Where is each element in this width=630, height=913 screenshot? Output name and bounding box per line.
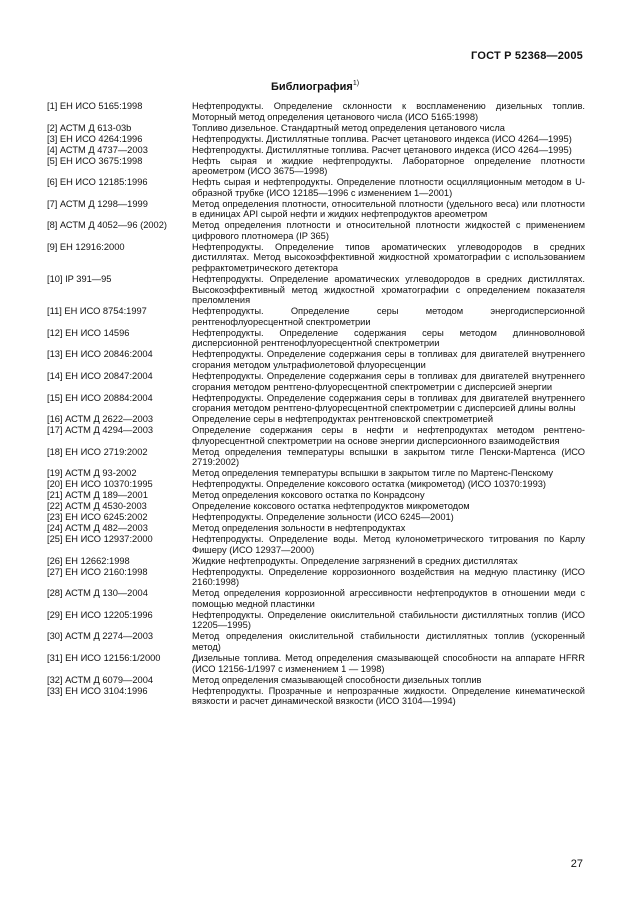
entry-description: Нефтепродукты. Определение серы методом энергодисперсионной рентгенофлуоресцентной спектрометрии [192, 306, 585, 327]
bibliography-entry [47, 556, 585, 567]
entry-description: Метод определения плотности и относительной плотности жидкостей с применением цифрового плотномера (IP 365) [192, 220, 585, 241]
entry-reference: [20] ЕН ИСО 10370:1995 [47, 479, 153, 490]
document-id-header: ГОСТ Р 52368—2005 [471, 50, 583, 62]
entry-reference: [26] ЕН 12662:1998 [47, 555, 130, 566]
entry-reference: [8] АСТМ Д 4052—96 (2002) [47, 220, 167, 231]
entry-reference: [12] ЕН ИСО 14596 [47, 327, 130, 338]
entry-description: Метод определения температуры вспышки в закрытом тигле по Мартенс-Пенскому [192, 468, 553, 479]
entry-description: Топливо дизельное. Стандартный метод определения цетанового числа [192, 122, 505, 133]
bibliography-entry [47, 490, 585, 501]
entry-description: Нефтепродукты. Прозрачные и непрозрачные жидкости. Определение кинематической вязкости и расчет динамической вязкости (ИСО 3104—1994) [192, 685, 585, 707]
entry-description: Метод определения температуры вспышки в закрытом тигле Пенски-Мартенса (ИСО 2719:2002) [192, 446, 585, 468]
bibliography-entry [47, 512, 585, 523]
page-number: 27 [570, 858, 583, 870]
entry-reference: [24] АСТМ Д 482—2003 [47, 523, 148, 534]
bibliography-entry [47, 523, 585, 534]
entry-description: Нефтепродукты. Определение зольности (ИСО 6245—2001) [192, 512, 454, 523]
entry-description: Дизельные топлива. Метод определения смазывающей способности на аппарате HFRR (ИСО 12156-1/1997 с изменением 1 — 1998) [192, 653, 585, 674]
entry-description: Метод определения зольности в нефтепродуктах [192, 523, 406, 534]
entry-description: Нефтепродукты. Определение ароматических углеводородов в средних дистиллятах. Высокоэффективный метод жидкостной хроматографии с определением показателя преломления [192, 274, 585, 306]
entry-reference: [32] АСТМ Д 6079—2004 [47, 674, 154, 685]
entry-description: Метод определения плотности, относительной плотности (удельного веса) или плотности в единицах API сырой нефти и жидких нефтепродуктов ареометром [192, 198, 585, 220]
bibliography-entry [47, 468, 585, 479]
entry-reference: [31] ЕН ИСО 12156:1/2000 [47, 653, 161, 663]
bibliography-entry [47, 675, 585, 686]
entry-description: Метод определения окислительной стабильности дистиллятных топлив (ускоренный метод) [192, 631, 585, 653]
entry-reference: [21] АСТМ Д 189—2001 [47, 490, 148, 501]
bibliography-entry [47, 328, 585, 349]
entry-reference: [6] ЕН ИСО 12185:1996 [47, 177, 148, 188]
bibliography-entry [47, 134, 585, 145]
entry-description: Определение серы в нефтепродуктах рентгеновской спектрометрией [192, 414, 494, 425]
entry-reference: [15] ЕН ИСО 20884:2004 [47, 392, 153, 403]
bibliography-entry [47, 123, 585, 134]
entry-reference: [16] АСТМ Д 2622—2003 [47, 414, 154, 425]
bibliography-entry [47, 371, 585, 392]
entry-reference: [1] ЕН ИСО 5165:1998 [47, 101, 143, 111]
bibliography-title-text: Библиография [270, 81, 353, 93]
entry-description: Нефтепродукты. Определение коррозионного воздействия на медную пластинку (ИСО 2160:1998) [192, 566, 585, 588]
entry-description: Нефтепродукты. Определение содержания серы в топливах для двигателей внутреннего сгорания методом ультрафиолетовой флуоресценции [192, 349, 585, 370]
entry-description: Нефтепродукты. Определение коксового остатка (микрометод) (ИСО 10370:1993) [192, 479, 547, 490]
bibliography-entry [47, 425, 585, 446]
entry-reference: [27] ЕН ИСО 2160:1998 [47, 566, 148, 577]
entry-reference: [28] АСТМ Д 130—2004 [47, 588, 148, 599]
entry-description: Определение коксового остатка нефтепродуктов микрометодом [192, 501, 470, 512]
bibliography-entry [47, 414, 585, 425]
entry-reference: [23] ЕН ИСО 6245:2002 [47, 512, 148, 523]
bibliography-entry [47, 274, 585, 306]
entry-reference: [18] ЕН ИСО 2719:2002 [47, 446, 148, 457]
entry-reference: [11] ЕН ИСО 8754:1997 [47, 306, 147, 317]
bibliography-entry [47, 501, 585, 512]
entry-description: Жидкие нефтепродукты. Определение загрязнений в средних дистиллятах [192, 555, 518, 566]
bibliography-entry [47, 177, 585, 198]
bibliography-entry [47, 610, 585, 631]
bibliography-entry [47, 349, 585, 370]
bibliography-entry [47, 199, 585, 220]
entry-description: Метод определения смазывающей способности дизельных топлив [192, 674, 482, 685]
entry-reference: [19] АСТМ Д 93-2002 [47, 468, 137, 479]
entry-description: Нефть сырая и жидкие нефтепродукты. Лабораторное определение плотности ареометром (ИСО 3675—1998) [192, 155, 585, 177]
entry-reference: [14] ЕН ИСО 20847:2004 [47, 370, 153, 381]
bibliography-entry [47, 588, 585, 609]
bibliography-entry [47, 534, 585, 555]
entry-reference: [22] АСТМ Д 4530-2003 [47, 501, 147, 512]
entry-reference: [30] АСТМ Д 2274—2003 [47, 631, 154, 642]
bibliography-entry [47, 393, 585, 414]
entry-reference: [7] АСТМ Д 1298—1999 [47, 198, 148, 209]
bibliography-entry [47, 631, 585, 652]
bibliography-entry [47, 447, 585, 468]
footnote-mark: 1) [352, 80, 360, 87]
entry-description: Нефтепродукты. Определение содержания серы в топливах для двигателей внутреннего сгорания методом рентгено-флуоресцентной спектрометрии с дисперсией энергии [192, 370, 585, 392]
bibliography-entry [47, 220, 585, 241]
entry-description: Метод определения коррозионной агрессивности нефтепродуктов в отношении меди с помощью медной пластинки [192, 588, 585, 609]
bibliography-entry [47, 479, 585, 490]
entry-reference: [33] ЕН ИСО 3104:1996 [47, 685, 148, 696]
entry-description: Метод определения коксового остатка по Конрадсону [192, 490, 425, 501]
entry-description: Нефть сырая и нефтепродукты. Определение плотности осцилляционным методом в U-образной трубке (ИСО 12185—1996 с изменением 1—2001) [192, 177, 585, 198]
entry-reference: [3] ЕН ИСО 4264:1996 [47, 133, 143, 144]
bibliography-entry [47, 156, 585, 177]
bibliography-entry [47, 101, 585, 122]
entry-reference: [13] ЕН ИСО 20846:2004 [47, 349, 153, 360]
bibliography-entry [47, 567, 585, 588]
bibliography-entry [47, 242, 585, 274]
bibliography-entry [47, 306, 585, 327]
bibliography-title [0, 80, 630, 93]
bibliography-entry [47, 653, 585, 674]
entry-description: Нефтепродукты. Определение склонности к воспламенению дизельных топлив. Моторный метод определения цетанового числа (ИСО 5165:1998) [192, 101, 585, 122]
entry-description: Нефтепродукты. Определение окислительной стабильности дистиллятных топлив (ИСО 12205—1995) [192, 609, 585, 631]
entry-description: Нефтепродукты. Дистиллятные топлива. Расчет цетанового индекса (ИСО 4264—1995) [192, 133, 572, 144]
entry-reference: [2] АСТМ Д 613-03b [47, 122, 132, 133]
entry-description: Нефтепродукты. Определение содержания серы в топливах для двигателей внутреннего сгорания методом рентгено-флуоресцентной спектрометрии с дисперсией длины волны [192, 392, 585, 414]
entry-reference: [9] ЕН 12916:2000 [47, 241, 125, 252]
entry-description: Определение содержания серы в нефти и нефтепродуктах методом рентгено-флуоресцентной спектрометрии на основе энергии дисперсионного взаимодействия [192, 425, 585, 446]
entry-description: Нефтепродукты. Определение воды. Метод кулонометрического титрования по Карлу Фишеру (ИСО 12937—2000) [192, 534, 585, 555]
entry-reference: [5] ЕН ИСО 3675:1998 [47, 155, 143, 166]
entry-reference: [29] ЕН ИСО 12205:1996 [47, 609, 153, 620]
bibliography-list [47, 101, 585, 707]
entry-description: Нефтепродукты. Дистиллятные топлива. Расчет цетанового индекса (ИСО 4264—1995) [192, 144, 572, 155]
entry-reference: [10] IP 391—95 [47, 274, 112, 285]
entry-reference: [17] АСТМ Д 4294—2003 [47, 425, 154, 436]
entry-description: Нефтепродукты. Определение содержания серы методом длинноволновой дисперсионной рентгенофлуоресцентной спектрометрии [192, 327, 585, 349]
entry-reference: [25] ЕН ИСО 12937:2000 [47, 534, 153, 545]
entry-description: Нефтепродукты. Определение типов ароматических углеводородов в средних дистиллятах. Метод высокоэффективной жидкостной хроматографии с использованием рефрактометрического детектора [192, 241, 585, 274]
entry-reference: [4] АСТМ Д 4737—2003 [47, 144, 148, 155]
bibliography-entry [47, 686, 585, 707]
bibliography-entry [47, 145, 585, 156]
